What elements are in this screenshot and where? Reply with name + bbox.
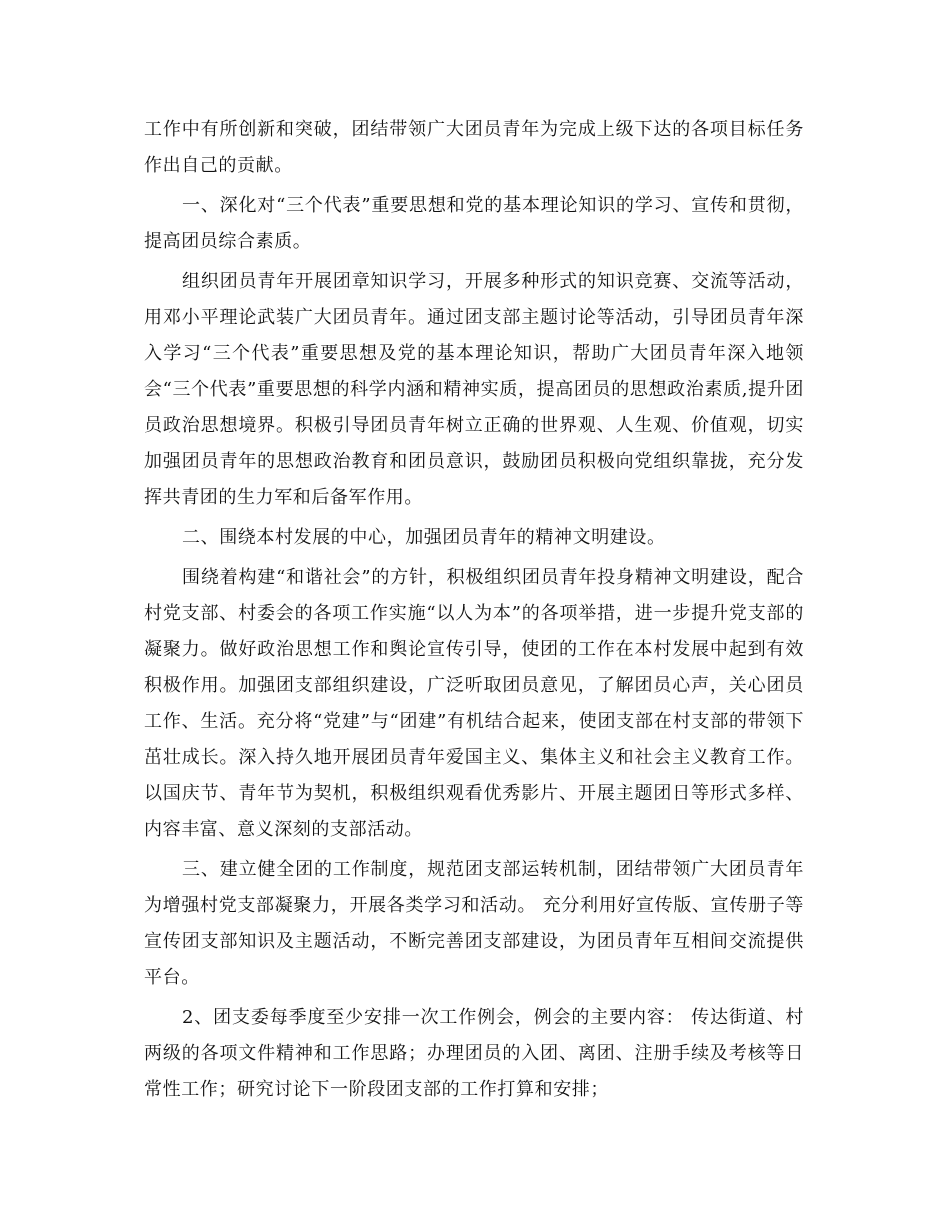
paragraph-1: 工作中有所创新和突破，团结带领广大团员青年为完成上级下达的各项目标任务作出自己的贡献。 [144,119,804,176]
paragraph-5: 围绕着构建“和谐社会”的方针，积极组织团员青年投身精神文明建设，配合村党支部、村委会的各项工作实施“以人为本”的各项举措，进一步提升党支部的凝聚力。做好政治思想工作和舆论宣传引导，使团的工作在本村发展中起到有效积极作用。加强团支部组织建设，广泛听取团员意见，了解团员心声，关心团员工作、生活。充分将“党建”与“团建”有机结合起来，使团支部在村支部的带领下茁壮成长。深入持久地开展团员青年爱国主义、集体主义和社会主义教育工作。以国庆节、青年节为契机，积极组织观看优秀影片、开展主题团日等形式多样、内容丰富、意义深刻的支部活动。 [144,567,804,840]
paragraph-6-heading-three: 三、建立健全团的工作制度，规范团支部运转机制，团结带领广大团员青年为增强村党支部凝聚力，开展各类学习和活动。 充分利用好宣传版、宣传册子等宣传团支部知识及主题活动，不断完善团支部建设，为团员青年互相间交流提供平台。 [144,859,804,988]
paragraph-2-heading-one: 一、深化对“三个代表”重要思想和党的基本理论知识的学习、宣传和贯彻，提高团员综合素质。 [144,195,804,252]
paragraph-4-heading-two: 二、围绕本村发展的中心，加强团员青年的精神文明建设。 [182,527,666,548]
document-body [144,112,804,1112]
paragraph-7: 2、团支委每季度至少安排一次工作例会，例会的主要内容： 传达街道、村两级的各项文件精神和工作思路；办理团员的入团、离团、注册手续及考核等日常性工作；研究讨论下一阶段团支部的工作打算和安排； [144,1007,804,1100]
paragraph-3: 组织团员青年开展团章知识学习，开展多种形式的知识竞赛、交流等活动，用邓小平理论武装广大团员青年。通过团支部主题讨论等活动，引导团员青年深入学习“三个代表”重要思想及党的基本理论知识，帮助广大团员青年深入地领会“三个代表”重要思想的科学内涵和精神实质，提高团员的思想政治素质,提升团员政治思想境界。积极引导团员青年树立正确的世界观、人生观、价值观，切实加强团员青年的思想政治教育和团员意识，鼓励团员积极向党组织靠拢，充分发挥共青团的生力军和后备军作用。 [144,271,804,508]
